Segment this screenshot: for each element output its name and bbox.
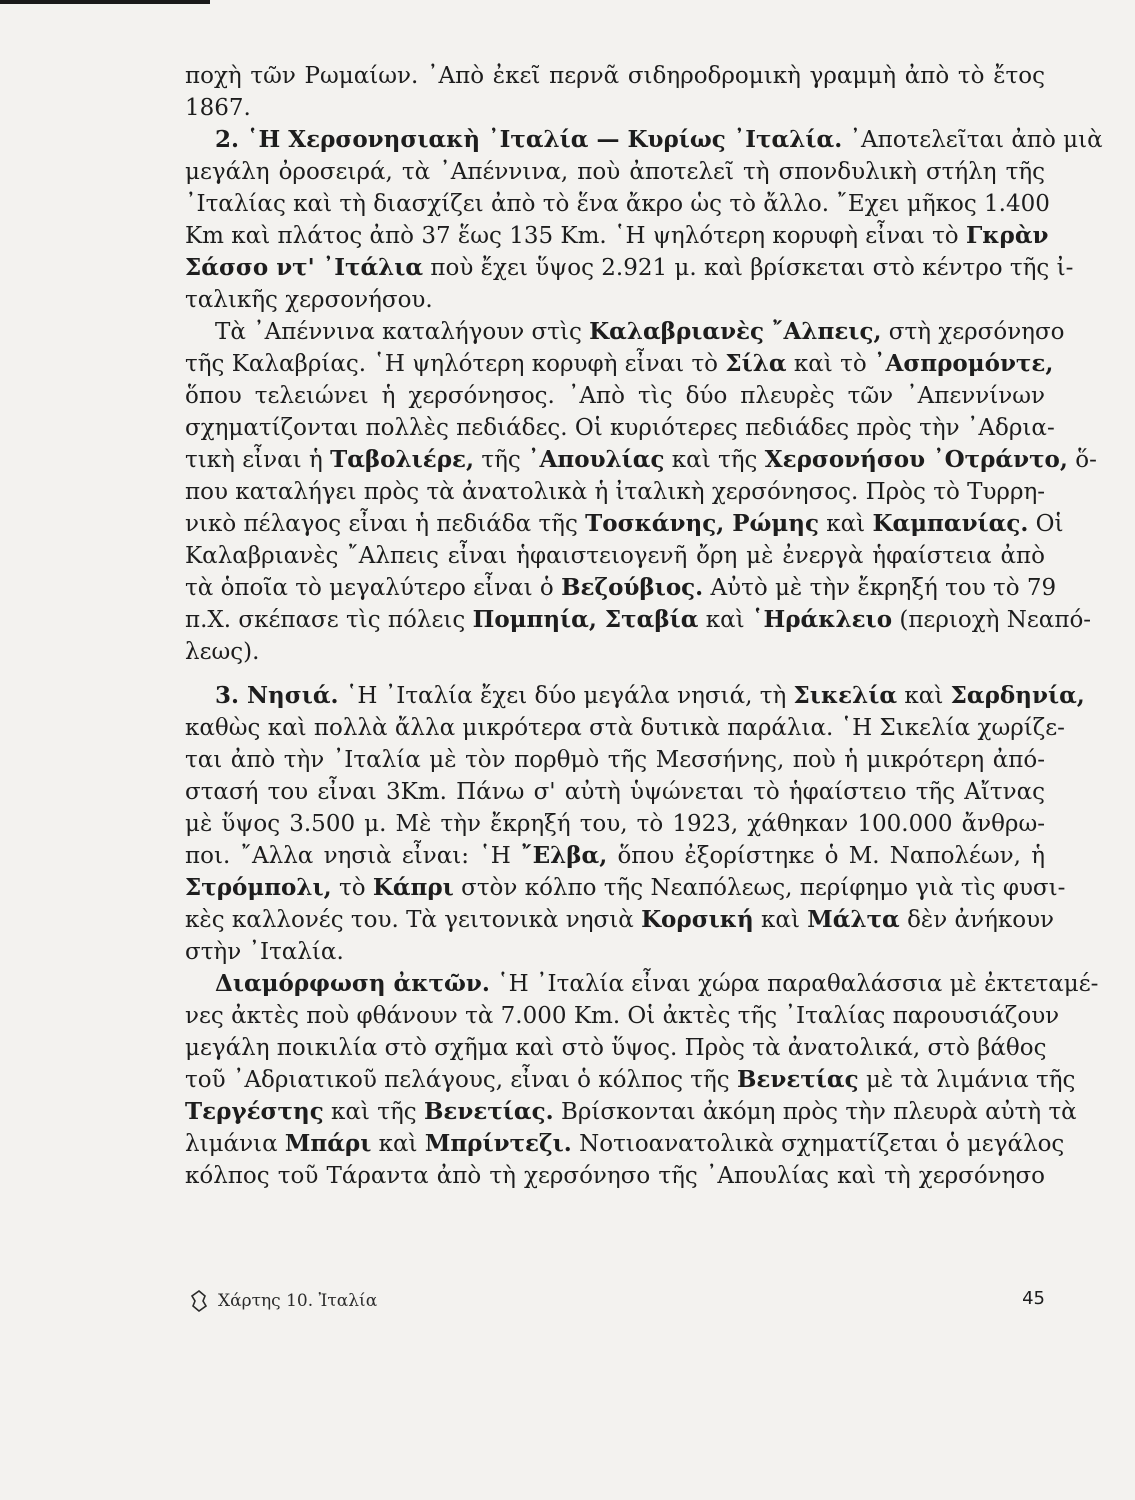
text-run: 1867. (185, 95, 251, 121)
bold-term: Κορσική (641, 906, 754, 933)
text-line (185, 872, 1066, 904)
text-line (185, 188, 1050, 220)
text-line (185, 476, 1045, 508)
text-line (185, 572, 1057, 604)
text-run: ῾Η ᾿Ιταλία ἔχει δύο μεγάλα νησιά, τὴ (338, 683, 794, 709)
text-run: νες ἀκτὲς ποὺ φθάνουν τὰ 7.000 Km. Οἱ ἀκτὲς τῆς ᾿Ιταλίας παρουσιάζουν (185, 1003, 1060, 1029)
text-line (185, 744, 1045, 776)
text-run: στὴν ᾿Ιταλία. (185, 939, 344, 965)
text-run: ᾿Ιταλίας καὶ τὴ διασχίζει ἀπὸ τὸ ἕνα ἄκρο ὡς τὸ ἄλλο. ῎Εχει μῆκος 1.400 (185, 191, 1050, 217)
text-run: νικὸ πέλαγος εἶναι ἡ πεδιάδα τῆς (185, 511, 586, 537)
text-line (185, 508, 1064, 540)
text-run: ποὺ ἔχει ὕψος 2.921 μ. καὶ βρίσκεται στὸ κέντρο τῆς ἰ- (423, 255, 1074, 281)
section-heading: 2. ῾Η Χερσονησιακὴ ᾿Ιταλία — Κυρίως ᾿Ιταλία. (215, 126, 843, 153)
scan-edge (0, 0, 210, 4)
text-run: ὅπου τελειώνει ἡ χερσόνησος. ᾿Απὸ τὶς δύο πλευρὲς τῶν ᾿Απεννίνων (185, 383, 1045, 409)
bold-term: ᾿Ασπρομόντε, (874, 350, 1054, 377)
bold-term: Βενετίας (736, 1066, 859, 1093)
text-run: καὶ τῆς (664, 447, 765, 473)
text-line (185, 60, 1045, 92)
bold-term: Καμπανίας. (872, 510, 1029, 537)
text-run: τὰ ὁποῖα τὸ μεγαλύτερο εἶναι ὁ (185, 575, 562, 601)
section-heading-line (185, 124, 1103, 156)
text-run: Οἱ (1028, 511, 1064, 537)
text-line (185, 380, 1045, 412)
text-line (185, 636, 1045, 668)
text-run: (περιοχὴ Νεαπό- (892, 607, 1092, 633)
text-run: μεγάλη ποικιλία στὸ σχῆμα καὶ στὸ ὕψος. Πρὸς τὰ ἀνατολικά, στὸ βάθος (185, 1035, 1047, 1061)
text-run: τικὴ εἶναι ἡ (185, 447, 331, 473)
text-run: καὶ (698, 607, 752, 633)
bold-term: Τεργέστης (185, 1098, 324, 1125)
text-run: ποχὴ τῶν Ρωμαίων. ᾿Απὸ ἐκεῖ περνᾶ σιδηροδρομικὴ γραμμὴ ἀπὸ τὸ ἔτος (185, 63, 1045, 89)
bold-term: Χερσονήσου ᾿Οτράντο, (764, 446, 1068, 473)
text-run: καὶ (897, 683, 951, 709)
text-run: τῆς (474, 447, 529, 473)
text-line (185, 1096, 1077, 1128)
bold-term: Τοσκάνης, Ρώμης (585, 510, 819, 537)
text-line (185, 92, 1045, 124)
section-heading-line (185, 680, 1085, 712)
text-run: ται ἀπὸ τὴν ᾿Ιταλία μὲ τὸν πορθμὸ τῆς Μεσσήνης, ποὺ ἡ μικρότερη ἀπό- (185, 747, 1045, 773)
bold-term: Σίλα (725, 350, 787, 377)
bold-term: Πομπηία, Σταβία (472, 606, 699, 633)
bold-term: Μάλτα (807, 906, 900, 933)
text-run: σχηματίζονται πολλὲς πεδιάδες. Οἱ κυριότερες πεδιάδες πρὸς τὴν ᾿Αδρια- (185, 415, 1055, 441)
section-heading: Διαμόρφωση ἀκτῶν. (215, 970, 490, 997)
section-heading-line (185, 968, 1099, 1000)
text-line (185, 284, 1045, 316)
bold-term: Μπάρι (284, 1130, 372, 1157)
text-run: τοῦ ᾿Αδριατικοῦ πελάγους, εἶναι ὁ κόλπος τῆς (185, 1067, 737, 1093)
bold-term: Ταβολιέρε, (330, 446, 475, 473)
text-line (185, 1032, 1045, 1064)
bold-term: Κάπρι (372, 874, 454, 901)
text-run: καὶ (371, 1131, 425, 1157)
map-reference (190, 1290, 377, 1312)
text-run: καὶ (753, 907, 808, 933)
text-run: καὶ τῆς (323, 1099, 424, 1125)
text-run: δὲν ἀνήκουν (899, 907, 1055, 933)
text-run: μεγάλη ὀροσειρά, τὰ ᾿Απέννινα, ποὺ ἀποτελεῖ τὴ σπονδυλικὴ στήλη τῆς (185, 159, 1045, 185)
text-run: καὶ τὸ (786, 351, 874, 377)
bold-term: Γκρὰν (965, 222, 1049, 249)
text-run: ᾿Αποτελεῖται ἀπὸ μιὰ (842, 127, 1103, 153)
text-line (185, 604, 1092, 636)
text-line (185, 1160, 1045, 1192)
text-line (185, 412, 1055, 444)
bold-term: Καλαβριανὲς ῎Αλπεις, (589, 318, 882, 345)
text-run: Τὰ ᾿Απέννινα καταλήγουν στὶς (215, 319, 590, 345)
bold-term: Μπρίντεζι. (424, 1130, 572, 1157)
text-run: μὲ τὰ λιμάνια τῆς (858, 1067, 1076, 1093)
text-line (185, 252, 1074, 284)
text-line (185, 840, 1045, 872)
page-number: 45 (1022, 1288, 1045, 1309)
text-line (185, 776, 1045, 808)
bold-term: Σάσσο ντ' ᾿Ιτάλια (185, 254, 424, 281)
text-run: μὲ ὕψος 3.500 μ. Μὲ τὴν ἔκρηξή του, τὸ 1923, χάθηκαν 100.000 ἄνθρω- (185, 811, 1045, 837)
text-run: ῾Η ᾿Ιταλία εἶναι χώρα παραθαλάσσια μὲ ἐκτεταμέ- (489, 971, 1099, 997)
text-line (185, 444, 1097, 476)
text-run: Αὐτὸ μὲ τὴν ἔκρηξή του τὸ 79 (703, 575, 1057, 601)
text-run: λεως). (185, 639, 260, 665)
text-run: τῆς Καλαβρίας. ῾Η ψηλότερη κορυφὴ εἶναι τὸ (185, 351, 726, 377)
text-line (185, 540, 1045, 572)
text-run: ὅπου ἐξορίστηκε ὁ Μ. Ναπολέων, ἡ (607, 843, 1045, 869)
text-run: στασή του εἶναι 3Km. Πάνω σ' αὐτὴ ὑψώνεται τὸ ἡφαίστειο τῆς Αἴτνας (185, 779, 1045, 805)
text-run: τὸ (331, 875, 373, 901)
text-line (185, 1064, 1076, 1096)
section-heading: 3. Νησιά. (215, 682, 339, 709)
text-run: στὸν κόλπο τῆς Νεαπόλεως, περίφημο γιὰ τὶς φυσι- (453, 875, 1066, 901)
bold-term: ῎Ελβα, (521, 842, 608, 869)
bold-term: Βενετίας. (423, 1098, 554, 1125)
text-run: Βρίσκονται ἀκόμη πρὸς τὴν πλευρὰ αὐτὴ τὰ (553, 1099, 1077, 1125)
text-run: καὶ (818, 511, 873, 537)
text-run: κὲς καλλονές του. Τὰ γειτονικὰ νησιὰ (185, 907, 642, 933)
text-run: κόλπος τοῦ Τάραντα ἀπὸ τὴ χερσόνησο τῆς ᾿Απουλίας καὶ τὴ χερσόνησο (185, 1163, 1045, 1189)
text-run: Km καὶ πλάτος ἀπὸ 37 ἕως 135 Km. ῾Η ψηλότερη κορυφὴ εἶναι τὸ (185, 223, 966, 249)
page-footer (190, 1286, 1045, 1316)
text-line (185, 156, 1045, 188)
bold-term: Σαρδηνία, (950, 682, 1085, 709)
body-text (185, 60, 1103, 1192)
bold-term: Βεζούβιος. (561, 574, 704, 601)
text-line (185, 936, 1045, 968)
text-line (185, 904, 1055, 936)
text-run: π.Χ. σκέπασε τὶς πόλεις (185, 607, 473, 633)
text-run: Καλαβριανὲς ῎Αλπεις εἶναι ἡφαιστειογενῆ ὄρη μὲ ἐνεργὰ ἡφαίστεια ἀπὸ (185, 543, 1045, 569)
text-run: ποι. ῎Αλλα νησιὰ εἶναι: ῾Η (185, 843, 522, 869)
text-line (185, 1128, 1065, 1160)
section-gap (185, 668, 1045, 680)
text-line (185, 220, 1049, 252)
text-run: Νοτιοανατολικὰ σχηματίζεται ὁ μεγάλος (571, 1131, 1065, 1157)
text-run: ταλικῆς χερσονήσου. (185, 287, 433, 313)
text-line (185, 808, 1045, 840)
text-run: που καταλήγει πρὸς τὰ ἀνατολικὰ ἡ ἰταλικὴ χερσόνησος. Πρὸς τὸ Τυρρη- (185, 479, 1046, 505)
map-outline-icon (190, 1290, 208, 1312)
bold-term: ᾿Απουλίας (528, 446, 665, 473)
text-run: στὴ χερσόνησο (881, 319, 1065, 345)
text-line (185, 348, 1054, 380)
text-run: καθὼς καὶ πολλὰ ἄλλα μικρότερα στὰ δυτικὰ παράλια. ῾Η Σικελία χωρίζε- (185, 715, 1065, 741)
bold-term: Σικελία (793, 682, 898, 709)
text-run: ὅ- (1067, 447, 1097, 473)
text-line (185, 1000, 1060, 1032)
text-line (185, 316, 1065, 348)
text-line (185, 712, 1065, 744)
text-run: λιμάνια (185, 1131, 285, 1157)
map-caption: Χάρτης 10. Ἰταλία (218, 1291, 378, 1311)
bold-term: Στρόμπολι, (185, 874, 332, 901)
bold-term: ῾Ηράκλειο (751, 606, 893, 633)
